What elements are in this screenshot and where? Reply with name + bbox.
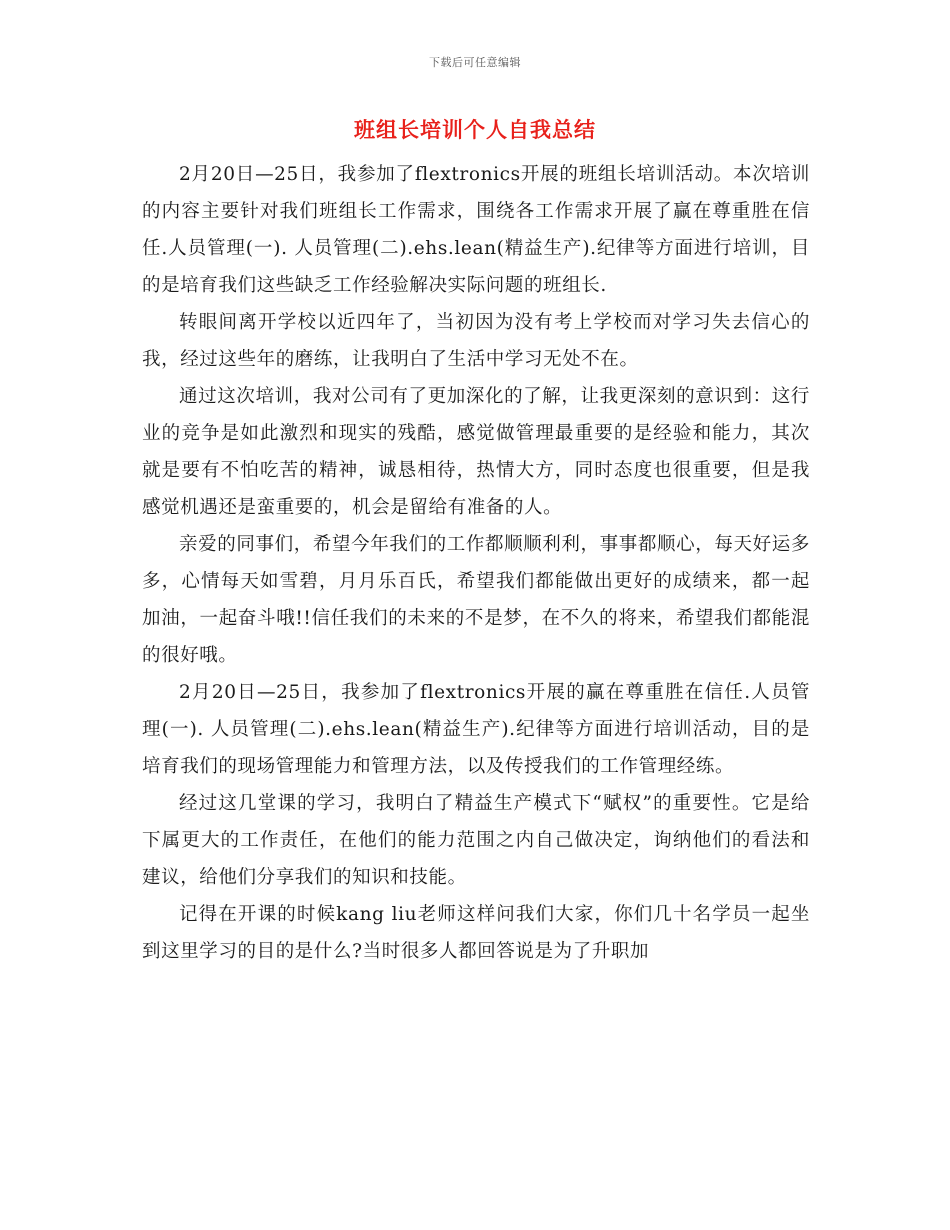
paragraph: 转眼间离开学校以近四年了，当初因为没有考上学校而对学习失去信心的我，经过这些年的磨练，让我明白了生活中学习无处不在。 [142,312,810,370]
document-body [142,156,810,970]
paragraph: 2月20日—25日，我参加了flextronics开展的班组长培训活动。本次培训的内容主要针对我们班组长工作需求，围绕各工作需求开展了赢在尊重胜在信任.人员管理(一). 人员管理(二).ehs.lean(精益生产).纪律等方面进行培训，目的是培育我们这些缺乏工作经验解决实际问题的班组长. [142,164,810,296]
paragraph: 2月20日—25日，我参加了flextronics开展的赢在尊重胜在信任.人员管理(一). 人员管理(二).ehs.lean(精益生产).纪律等方面进行培训活动，目的是培育我们的现场管理能力和管理方法，以及传授我们的工作管理经练。 [142,682,810,777]
paragraph: 记得在开课的时候kang liu老师这样问我们大家，你们几十名学员一起坐到这里学习的目的是什么?当时很多人都回答说是为了升职加 [142,904,810,962]
header-note: 下载后可任意编辑 [429,56,521,69]
paragraph: 亲爱的同事们，希望今年我们的工作都顺顺利利，事事都顺心，每天好运多多，心情每天如雪碧，月月乐百氏，希望我们都能做出更好的成绩来，都一起加油，一起奋斗哦!!信任我们的未来的不是梦，在不久的将来，希望我们都能混的很好哦。 [142,534,810,666]
document-title: 班组长培训个人自我总结 [354,118,596,142]
paragraph: 经过这几堂课的学习，我明白了精益生产模式下“赋权”的重要性。它是给下属更大的工作责任，在他们的能力范围之内自己做决定，询纳他们的看法和建议，给他们分享我们的知识和技能。 [142,793,810,888]
paragraph: 通过这次培训，我对公司有了更加深化的了解，让我更深刻的意识到：这行业的竞争是如此激烈和现实的残酷，感觉做管理最重要的是经验和能力，其次就是要有不怕吃苦的精神，诚恳相待，热情大方，同时态度也很重要，但是我感觉机遇还是蛮重要的，机会是留给有准备的人。 [142,386,810,518]
